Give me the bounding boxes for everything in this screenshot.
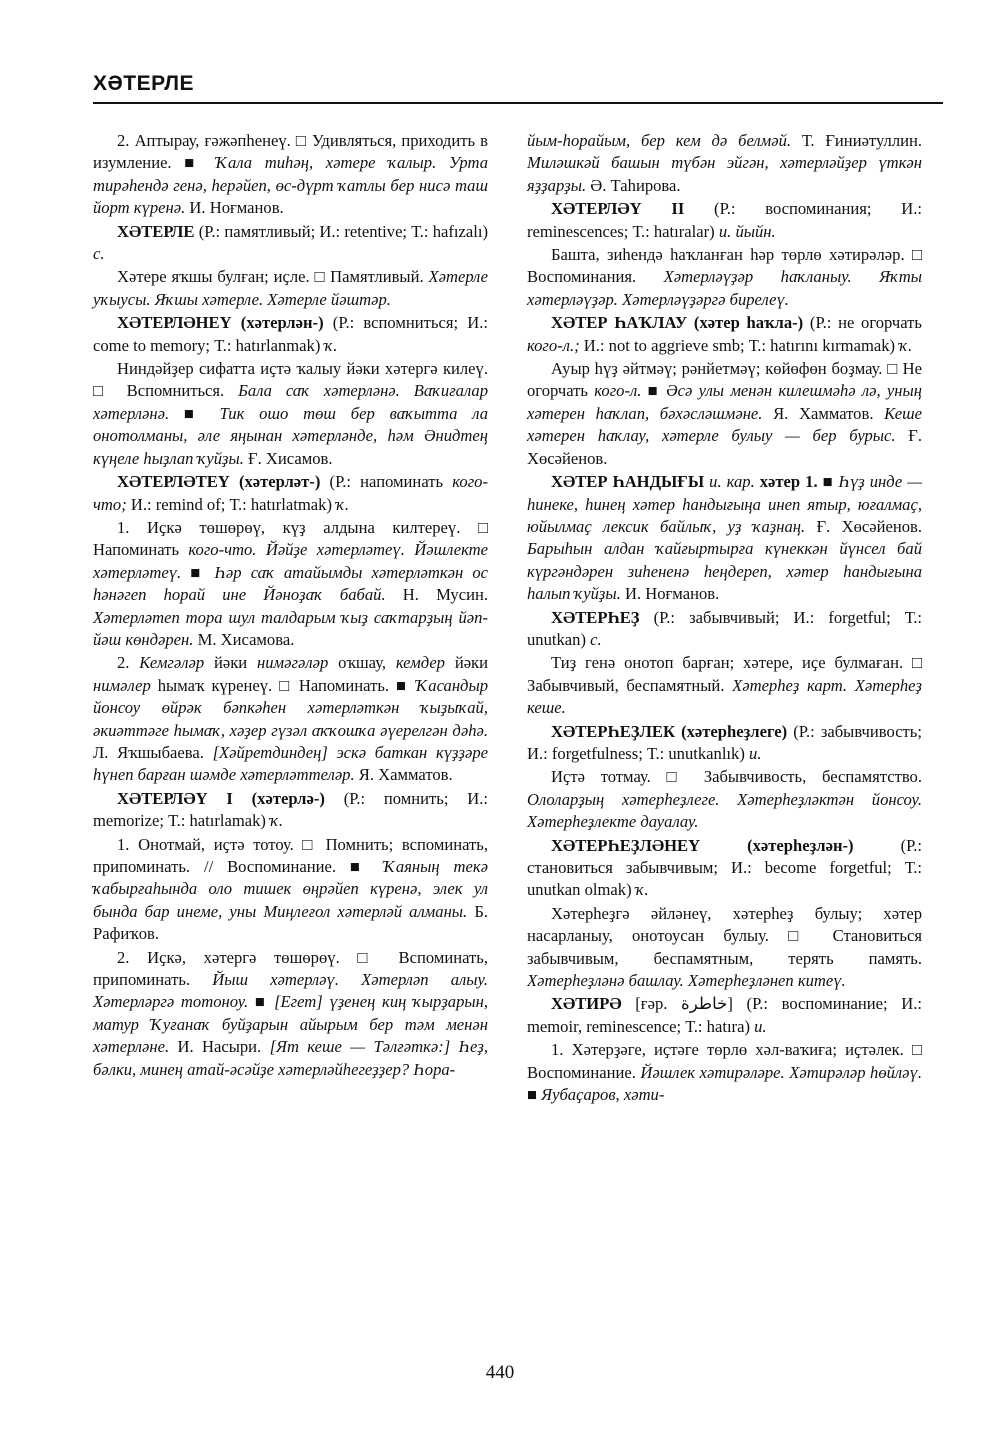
italic-text: Йыш хәтерләү. Хәтерләп алыу. Хәтерләргә тотоноу. <box>93 970 488 1012</box>
italic-text: ҡ. <box>270 811 284 831</box>
dictionary-paragraph <box>527 903 922 993</box>
page-number: 440 <box>485 1362 515 1383</box>
italic-text: кого-что. Йәйҙе хәтерләтеү. Йәшлекте хәтерләтеү. <box>93 540 488 582</box>
italic-text: ҡ. <box>336 494 350 514</box>
italic-text: Ҡасандыр йонсоу өйрәк бәпкәһен хәтерләткән ҡыҙыҡай, әкиәттәге һымаҡ, хәҙер гүзәл аҡҡошҡа әүерелгән дәһә. <box>93 675 488 740</box>
italic-text: кого-что; <box>93 472 488 514</box>
text-segment: Ә. Таһирова. <box>586 175 681 195</box>
italic-text: йым-һорайым, бер кем дә белмәй. <box>527 131 792 150</box>
text-segment: (Р.: памятливый; И.: retentive; Т.: hafızalı) <box>194 221 488 241</box>
headword: ХӘТЕРЛӘТЕҮ (хәтерләт-) <box>117 472 321 492</box>
text-segment: (Р.: напоминать <box>320 472 453 492</box>
italic-text: Кеше хәтерен һаҡлау, хәтерле булыу — бер бурыс. <box>527 403 922 446</box>
right-column <box>527 130 922 1107</box>
dictionary-paragraph <box>527 835 922 902</box>
dictionary-paragraph <box>527 244 922 311</box>
text-segment: Ғ. Хөсәйенов. <box>527 426 923 468</box>
italic-text: Һүҙ инде — һинеке, һинең хәтер һандығыңа инеп ятыр, юғалмаҫ, юйылмаҫ лексик байлыҡ, уҙ ҡаҙнаң. <box>527 472 922 536</box>
text-segment: 1. Онотмай, иҫтә тотоу. □ Помнить; вспоминать, припоминать. // Воспоминание. ■ <box>93 834 488 876</box>
italic-text: кого-л.; <box>527 335 580 355</box>
text-segment: йәки <box>204 653 258 673</box>
italic-text: [Хәйретдиндең] эскә баткан күҙҙәре һүнеп барған шәмде хәтерләттеләр. <box>93 742 488 785</box>
headword: ХӘТЕР ҺАҠЛАУ (хәтер һаҡла-) <box>551 313 804 333</box>
dictionary-paragraph <box>527 607 922 652</box>
italic-text: ҡ. <box>324 335 338 355</box>
header-rule <box>93 102 943 104</box>
italic-text: Кемгәләр <box>139 653 205 673</box>
headword: ХӘТЕРҺЕҘЛӘНЕҮ (хәтерһеҙлән-) <box>551 835 854 855</box>
italic-text: Хәтерләтеп тора шул талдарым ҡыҙ саҡтарҙың йәп-йәш көндәрен. <box>93 607 488 649</box>
text-segment: ■ <box>817 472 839 492</box>
headword: ХӘТЕРЛӘНЕҮ (хәтерлән-) <box>117 313 324 333</box>
italic-text: ҡ. <box>899 335 913 355</box>
dictionary-paragraph <box>527 471 922 605</box>
italic-text: Хәтерле уҡыусы. Яҡшы хәтерле. Хәтерле йәштәр. <box>93 267 488 309</box>
italic-text: ҡ. <box>635 880 649 900</box>
dictionary-paragraph <box>93 221 488 266</box>
text-segment: 2. Иҫкә, хәтергә төшөрөү. □ Вспоминать, припоминать. <box>93 947 488 990</box>
text-segment: 1. Иҫкә төшөрөү, күҙ алдына килтереү. □ Напоминать <box>93 517 488 560</box>
italic-text: Хәтерләүҙәр һаҡланыу. Яҡты хәтерләүҙәр. Хәтерләүҙәргә бирелеү. <box>527 267 922 309</box>
headword: хәтер 1. <box>759 472 818 492</box>
text-segment: 2. <box>117 653 140 673</box>
dictionary-paragraph <box>527 652 922 719</box>
text-segment: (Р.: не огорчать <box>803 313 922 333</box>
text-segment: оҡшау, <box>328 653 396 673</box>
text-segment: Ниндәйҙер сифатта иҫтә ҡалыу йәки хәтергә килеү. □ Вспомниться. <box>93 359 488 401</box>
italic-text: Бала саҡ хәтерләнә. Ваҡиғалар хәтерләнә. <box>93 381 488 423</box>
dictionary-paragraph <box>93 130 488 220</box>
text-segment: Я. Хамматов. <box>762 403 885 423</box>
italic-text: нимәлер <box>93 675 151 695</box>
text-segment: Т. Ғиниәтуллин. <box>791 131 923 150</box>
text-segment: Тиҙ генә онотоп барған; хәтере, иҫе булмаған. □ Забывчивый, беспамятный. <box>527 653 922 695</box>
running-head: ХӘТЕРЛЕ <box>93 72 195 95</box>
italic-text: и. йыйн. <box>718 221 776 241</box>
italic-text: Һәр саҡ атайымды хәтерләткән ос һәнәгеn һорай ине Йәноҙаҡ бабай. <box>93 562 488 605</box>
dictionary-paragraph <box>93 652 488 786</box>
italic-text: и. <box>749 743 762 763</box>
text-segment: (Р.: вспомниться; И.: come to memory; Т.: hatırlanmak) <box>93 313 488 355</box>
italic-text: Яубаҫаров, хәти- <box>541 1085 665 1105</box>
dictionary-paragraph <box>527 1039 922 1106</box>
text-segment: (Р.: становиться забывчивым; И.: become forgetful; Т.: unutkan olmak) <box>527 835 923 900</box>
text-segment: ■ <box>641 381 667 401</box>
dictionary-paragraph <box>527 766 922 833</box>
text-segment: Н. Мусин. <box>385 585 489 605</box>
dictionary-paragraph <box>93 788 488 833</box>
italic-text: Ҡала тиһәң, хәтере ҡалыр. Урта тирәһендә генә, һерәйеп, өс-дүрт ҡатлы бер нисә таш йорт күренә. <box>93 153 488 218</box>
text-segment: Хәтерһеҙгә әйләнеү, хәтерһеҙ булыу; хәтер насарланыу, онотоусан булыу. □ Становиться забывчивым, беспамятным, терять память. <box>527 903 922 968</box>
dictionary-paragraph <box>527 312 922 357</box>
left-column <box>93 130 488 1082</box>
headword: ХӘТЕРЛӘҮ I (хәтерлә-) <box>117 788 325 808</box>
dictionary-paragraph <box>527 130 922 197</box>
headword: ХӘТЕРҺЕҘ <box>551 607 640 627</box>
dictionary-paragraph <box>527 198 922 243</box>
dictionary-paragraph <box>93 834 488 946</box>
text-segment: М. Хисамова. <box>193 629 295 649</box>
italic-text: Барыһын алдан ҡайғыртырға күнеккән йүнсел бай күргәндәрен зиһененә һеңдереп, хәтер һандығына һалып ҡуйҙы. <box>527 539 922 604</box>
text-segment: И. Насыри. <box>169 1037 270 1057</box>
headword: ХӘТЕРҺЕҘЛЕК (хәтерһеҙлеге) <box>551 721 788 741</box>
headword: ХӘТЕРЛӘҮ II <box>551 199 685 219</box>
italic-text: нимәгәләр <box>257 653 329 673</box>
text-segment: Ғ. Хисамов. <box>243 448 333 468</box>
dictionary-paragraph <box>93 947 488 1081</box>
text-segment: йәки <box>444 653 489 673</box>
italic-text: Хәтерһеҙ карт. Хәтерһеҙ кеше. <box>527 675 922 718</box>
italic-text: Ололарҙың хәтерһеҙлеге. Хәтерһеҙләктән йонсоу. Хәтерһеҙлекте дауалау. <box>527 789 922 832</box>
italic-text: кемдер <box>395 653 445 673</box>
text-segment: Б. Рафиҡов. <box>93 901 488 944</box>
text-segment: Ғ. Хөсәйенов. <box>805 516 922 536</box>
text-segment: 2. Аптырау, ғәжәпһенеү. □ Удивляться, приходить в изумление. ■ <box>93 131 488 173</box>
text-segment: И.: remind of; Т.: hatırlatmak) <box>126 494 337 514</box>
italic-text: с. <box>590 629 602 649</box>
text-segment: ■ <box>248 992 275 1012</box>
dictionary-paragraph <box>93 471 488 516</box>
text-segment: Башта, зиһендә һаҡланған һәр төрлө хәтирәләр. □ Воспоминания. <box>527 245 922 287</box>
italic-text: Ҡаяның текә ҡабырғаһында оло тишек өңрәйеп күренә, элек ул бында бар инеме, уны Миңлеғол хәтерләй алманы. <box>93 857 488 921</box>
dictionary-paragraph <box>93 358 488 470</box>
dictionary-paragraph <box>93 312 488 357</box>
text-segment: И. Ноғманов. <box>185 198 284 218</box>
text-segment: Хәтере яҡшы булған; иҫле. □ Памятливый. <box>117 267 429 287</box>
text-segment: Ауыр һүҙ әйтмәү; рәнйетмәү; көйөфөн боҙмау. □ Не огорчать <box>527 359 922 401</box>
text-segment: Я. Хамматов. <box>354 765 453 785</box>
text-segment: ■ <box>527 1085 542 1105</box>
text-segment: [ғәр. خاطرة] (Р.: воспоминание; И.: memoir, reminescence; Т.: hatıra) <box>527 994 922 1036</box>
text-segment: ■ <box>181 562 215 582</box>
italic-text: Миләшкәй башын түбән эйгән, хәтерләйҙер үткән яҙҙарҙы. <box>527 153 922 195</box>
text-segment: (Р.: забывчивый; И.: forgetful; Т.: unutkan) <box>527 607 922 649</box>
text-segment: Л. Яҡшыбаева. <box>93 742 213 762</box>
dictionary-paragraph <box>527 721 922 766</box>
text-segment: һымаҡ күренеү. □ Напоминать. ■ <box>150 675 416 695</box>
italic-text: с. <box>93 244 105 264</box>
text-segment: (Р.: воспоминания; И.: reminescences; Т.: hatıralar) <box>527 199 922 241</box>
italic-text: [Егет] үҙенең киң ҡырҙарын, матур Ҡуғанаҡ буйҙарын айырым бер тәм менән хәтерләне. <box>93 992 488 1057</box>
italic-text: Хәтерһеҙләнә башлау. Хәтерһеҙләнеп китеү. <box>527 971 846 991</box>
italic-text: и. <box>754 1016 767 1036</box>
dictionary-paragraph <box>93 517 488 651</box>
text-segment: И. Ноғманов. <box>620 584 720 604</box>
headword: ХӘТЕРЛЕ <box>117 221 195 241</box>
text-segment: И.: not to aggrieve smb; Т.: hatırını kırmamak) <box>579 335 900 355</box>
italic-text: [Ят кеше — Тәлғәткә:] Һеҙ, бәлки, минең атай-әсәйҙе хәтерләйһегеҙҙер? Һора- <box>93 1037 489 1079</box>
dictionary-paragraph <box>527 358 922 470</box>
text-segment: (Р.: помнить; И.: memorize; Т.: hatırlamak) <box>93 788 488 831</box>
italic-text: Әсә улы менән килешмәһә лә, уның хәтерен һаҡлап, бәхәсләшмәне. <box>527 381 922 423</box>
italic-text: Тик ошо төш бер ваҡытта ла онотолманы, әле яңынан хәтерләнде, һәм Әнидтең күңеле һыҙлап ҡуйҙы. <box>93 403 488 468</box>
italic-text: и. кар. <box>709 472 755 492</box>
dictionary-paragraph <box>93 266 488 311</box>
italic-text: кого-л. <box>594 381 642 401</box>
text-segment: Иҫтә тотмау. □ Забывчивость, беспамятство. <box>551 767 922 787</box>
text-segment: ■ <box>169 403 220 423</box>
headword: ХӘТЕР ҺАНДЫҒЫ <box>551 472 705 492</box>
text-segment: 1. Хәтерҙәге, иҫтәге төрлө хәл-ваҡиға; иҫтәлек. □ Воспоминание. <box>527 1040 922 1082</box>
italic-text: Йәшлек хәтирәләре. Хәтирәләр һөйләү. <box>640 1062 922 1082</box>
headword: ХӘТИРӘ <box>551 994 622 1014</box>
dictionary-paragraph <box>527 993 922 1038</box>
text-segment: (Р.: забывчивость; И.: forgetfulness; Т.: unutkanlık) <box>527 721 922 763</box>
